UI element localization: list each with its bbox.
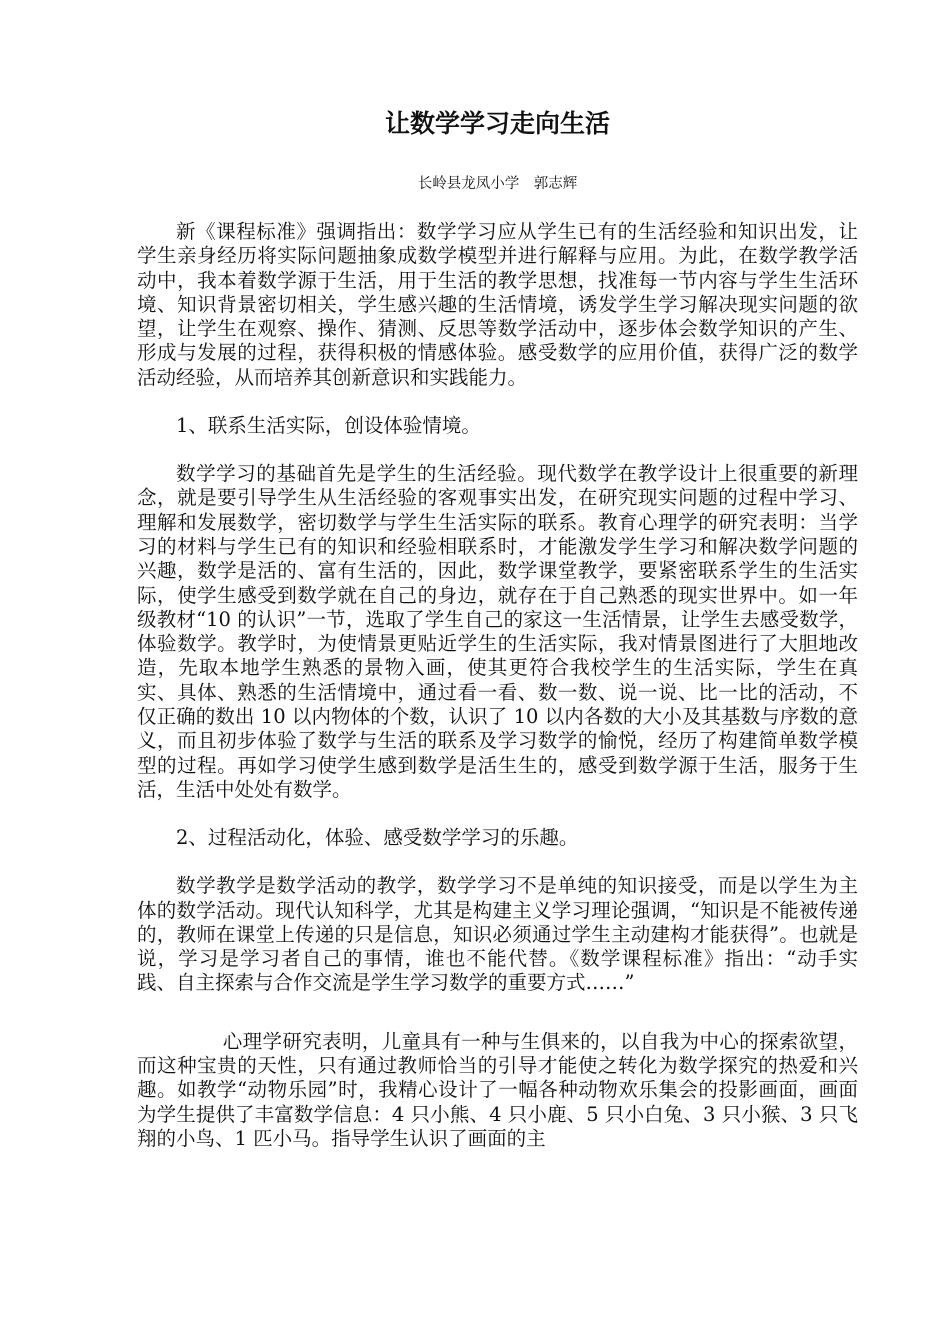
- section-1-heading: 1、联系生活实际，创设体验情境。: [176, 414, 481, 438]
- document-title: 让数学学习走向生活: [384, 109, 610, 138]
- section-2-paragraph: 数学教学是数学活动的教学，数学学习不是单纯的知识接受，而是以学生为主体的数学活动。现代认知科学，尤其是构建主义学习理论强调，“知识是不能被传递的，教师在课堂上传递的只是信息，知识必须通过学生主动建构才能获得”。也就是说，学习是学习者自己的事情，谁也不能代替。《数学课程标准》指出：“动手实践、自主探索与合作交流是学生学习数学的重要方式……”: [137, 874, 858, 995]
- section-1-paragraph: 数学学习的基础首先是学生的生活经验。现代数学在教学设计上很重要的新理念，就是要引导学生从生活经验的客观事实出发，在研究现实问题的过程中学习、理解和发展数学，密切数学与学生生活实际的联系。教育心理学的研究表明：当学习的材料与学生已有的知识和经验相联系时，才能激发学生学习和解决数学问题的兴趣，数学是活的、富有生活的，因此，数学课堂教学，要紧密联系学生的生活实际，使学生感受到数学就在自己的身边，就存在于自己熟悉的现实世界中。如一年级教材“10 的认识”一节，选取了学生自己的家这一生活情景，让学生去感受数学，体验数学。教学时，为使情景更贴近学生的生活实际，我对情景图进行了大胆地改造，先取本地学生熟悉的景物入画，使其更符合我校学生的生活实际，学生在真实、具体、熟悉的生活情境中，通过看一看、数一数、说一说、比一比的活动，不仅正确的数出 10 以内物体的个数，认识了 10 以内各数的大小及其基数与序数的意义，而且初步体验了数学与生活的联系及学习数学的愉悦，经历了构建简单数学模型的过程。再如学习使学生感到数学是活生生的，感受到数学源于生活，服务于生活，生活中处处有数学。: [137, 462, 858, 801]
- intro-paragraph: 新《课程标准》强调指出：数学学习应从学生已有的生活经验和知识出发，让学生亲身经历将实际问题抽象成数学模型并进行解释与应用。为此，在数学教学活动中，我本着数学源于生活，用于生活的教学思想，找准每一节内容与学生生活环境、知识背景密切相关，学生感兴趣的生活情境，诱发学生学习解决现实问题的欲望，让学生在观察、操作、猜测、反思等数学活动中，逐步体会数学知识的产生、形成与发展的过程，获得积极的情感体验。感受数学的应用价值，获得广泛的数学活动经验，从而培养其创新意识和实践能力。: [137, 220, 858, 389]
- section-2-heading: 2、过程活动化，体验、感受数学学习的乐趣。: [176, 826, 579, 850]
- author-line: 长岭县龙凤小学 郭志辉: [417, 176, 578, 192]
- section-2-paragraph-2: 心理学研究表明，儿童具有一种与生俱来的，以自我为中心的探索欲望，而这种宝贵的天性，只有通过教师恰当的引导才能使之转化为数学探究的热爱和兴趣。如教学“动物乐园”时，我精心设计了一幅各种动物欢乐集会的投影画面，画面为学生提供了丰富数学信息：4 只小熊、4 只小鹿、5 只小白兔、3 只小猴、3 只飞翔的小鸟、1 匹小马。指导学生认识了画面的主: [137, 1029, 858, 1150]
